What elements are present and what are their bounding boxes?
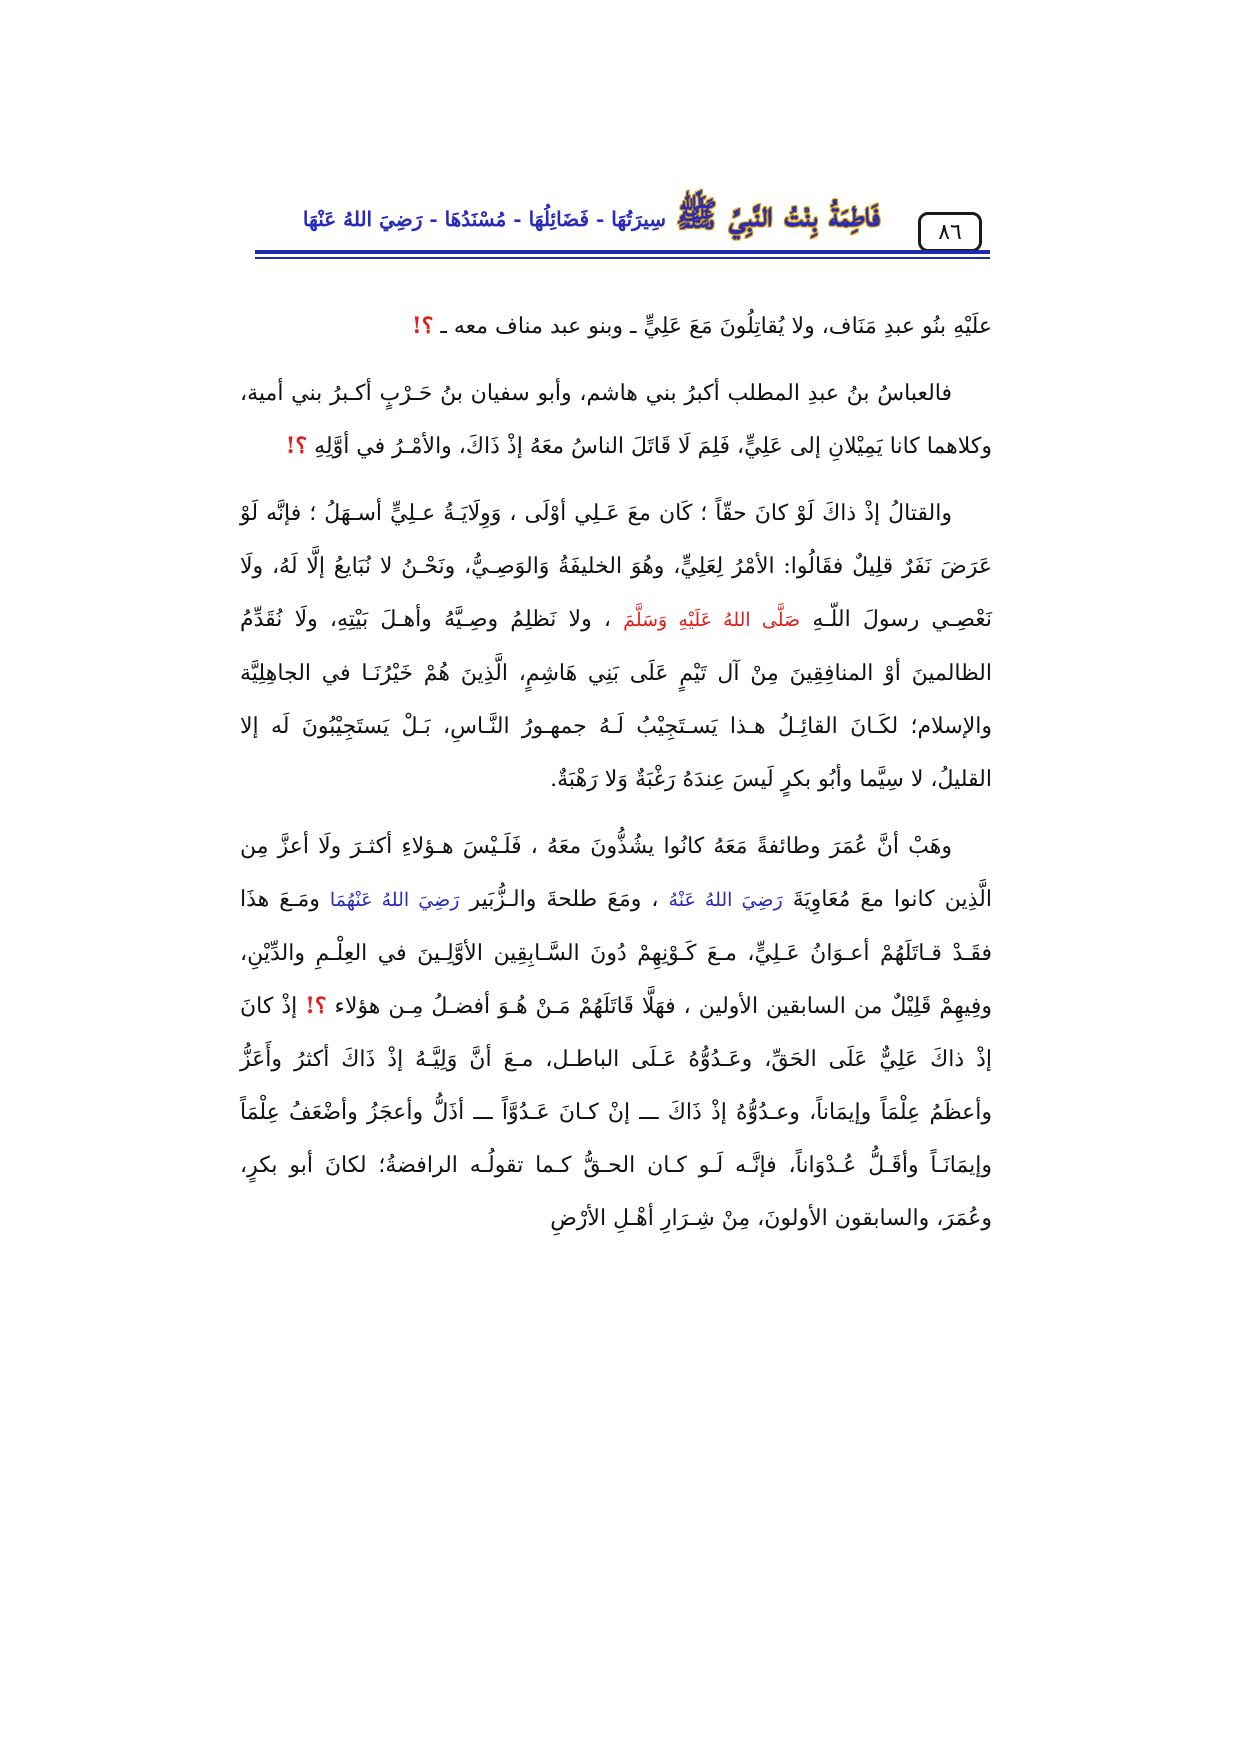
paragraph-1-text: علَيْهِ بنُو عبدِ مَنَاف، ولا يُقاتِلُونَ مَعَ عَلِيٍّ ـ وبنو عبد مناف معه ـ (440, 314, 992, 339)
paragraph-3-text-2: ، ولا نَظلِمُ وصِـيَّهُ وأهـلَ بَيْتِهِ، ولَا نُقَدِّمُ الظالمينَ أوْ المنافِقِينَ مِنْ آل تَيْمٍ عَلَى بَنِي هَاشِمٍ، الَّذِينَ هُمْ خَيْرُنَـا في الجاهِلِيَّة والإسلام؛ لكَـانَ القائِـلُ هـذا يَسـتَجِيْبُ لَـهُ جمهـورُ النَّـاسِ، بَـلْ يَستَجِيْبُونَ لَه إلا القليلُ، لا سِيَّما وأبُو بكرٍ لَيسَ عِندَهُ رَغْبَةٌ وَلا رَهْبَةٌ. (240, 607, 992, 792)
exclamation-mark: ؟! (305, 993, 327, 1019)
honorific-salawat: صَلَّى اللهُ عَلَيْهِ وَسَلَّمَ (623, 609, 801, 631)
paragraph-4-text-3: ومَـعَ هذَا فقَـدْ قـاتَلَهُمْ أعـوَانُ عَـلِيٍّ، مـعَ كَـوْنِهِمْ دُونَ السَّـابِقِين الأوَّلِـينَ في العِلْـمِ والدِّيْنِ، وفِيهِمْ قَلِيْلٌ من السابقين الأولين ، فهَلَّا قَاتَلَهُمْ مَـنْ هُـوَ أفضـلُ مِـن هؤلاء (240, 887, 992, 1019)
paragraph-4-text-4: إذْ كانَ إذْ ذاكَ عَلِيٌّ عَلَى الحَقِّ، وعَـدُوُّهُ عَـلَى الباطـل، مـعَ أنَّ وَلِيَّـهُ إذْ ذَاكَ أكثرُ وأَعَزُّ وأعظَمُ عِلْمَاً وإيمَاناً، وعـدُوُّهُ إذْ ذَاكَ ـــ إنْ كـانَ عَـدُوَّاً ـــ أذَلُّ وأعجَزُ وأضْعَفُ عِلْمَاً وإيمَانَـاً وأقَـلُّ عُـدْوَاناً، فإنَّـه لَـو كـان الحـقُّ كـما تقولُـه الرافضةُ؛ لكانَ أبو بكرٍ، وعُمَرَ، والسابقون الأولونَ، مِنْ شِـرَارِ أهْـلِ الأرْضِ (240, 994, 992, 1231)
paragraph-2-text: فالعباسُ بنُ عبدِ المطلب أكبرُ بني هاشم، وأبو سفيان بنُ حَـرْبٍ أكـبرُ بني أمية، وكلاهما كانا يَمِيْلانِ إلى عَلِيٍّ، فَلِمَ لَا قَاتَلَ الناسُ معَهُ إذْ ذَاكَ، والأمْـرُ في أوَّلِهِ (240, 381, 992, 459)
paragraph-4-text-2: ، ومَعَ طلحةَ والـزُّبَير (469, 887, 659, 912)
page-number: ٨٦ (918, 212, 982, 252)
paragraph-4 (240, 820, 992, 1245)
book-title: فَاطِمَةُ بِنْتُ النَّبِيِّ ﷺ (676, 195, 880, 235)
exclamation-mark: ؟! (412, 313, 434, 339)
header-title (303, 194, 880, 243)
honorific-radiallahu-anhuma: رَضِيَ اللهُ عَنْهُمَا (329, 889, 460, 911)
book-subtitle: سِيرَتُهَا - فَضَائِلُهَا - مُسْنَدُهَا - رَضِيَ اللهُ عَنْهَا (302, 207, 666, 231)
exclamation-mark: ؟! (285, 433, 308, 459)
paragraph-3-text-1: والقتالُ إذْ ذاكَ لَوْ كانَ حقّاً ؛ كَان معَ عَـلِي أوْلَى ، وَوِلَايَـةُ عـلِيٍّ أسـهَلُ ؛ فإنَّه لَوْ عَرَضَ نَفَرٌ قلِيلٌ فقَالُوا: الأمْرُ لِعَلِيٍّ، وهُوَ الخليفَةُ وَالوَصِـيُّ، ونَحْـنُ لا نُبَايعُ إلَّا لَهُ، ولَا نَعْصِـي رسولَ اللّـهِ (240, 501, 993, 632)
body-text (240, 300, 992, 1259)
paragraph-4-text-1: وهَبْ أنَّ عُمَرَ وطائفةً مَعَهُ كانُوا يشُذُّونَ معَهُ ، فَلَـيْسَ هـؤلاءِ أكثـرَ ولَا أعزَّ مِن الَّذِين كانوا معَ مُعَاوِيَةَ (240, 834, 992, 912)
paragraph-3 (240, 487, 992, 806)
honorific-radiallahu-anhu: رَضِيَ اللهُ عَنْهُ (668, 889, 783, 911)
header-rule-thin (255, 257, 990, 259)
paragraph-1 (240, 300, 992, 353)
header-rule (255, 250, 990, 254)
paragraph-2 (240, 367, 992, 473)
page-header (255, 190, 990, 276)
